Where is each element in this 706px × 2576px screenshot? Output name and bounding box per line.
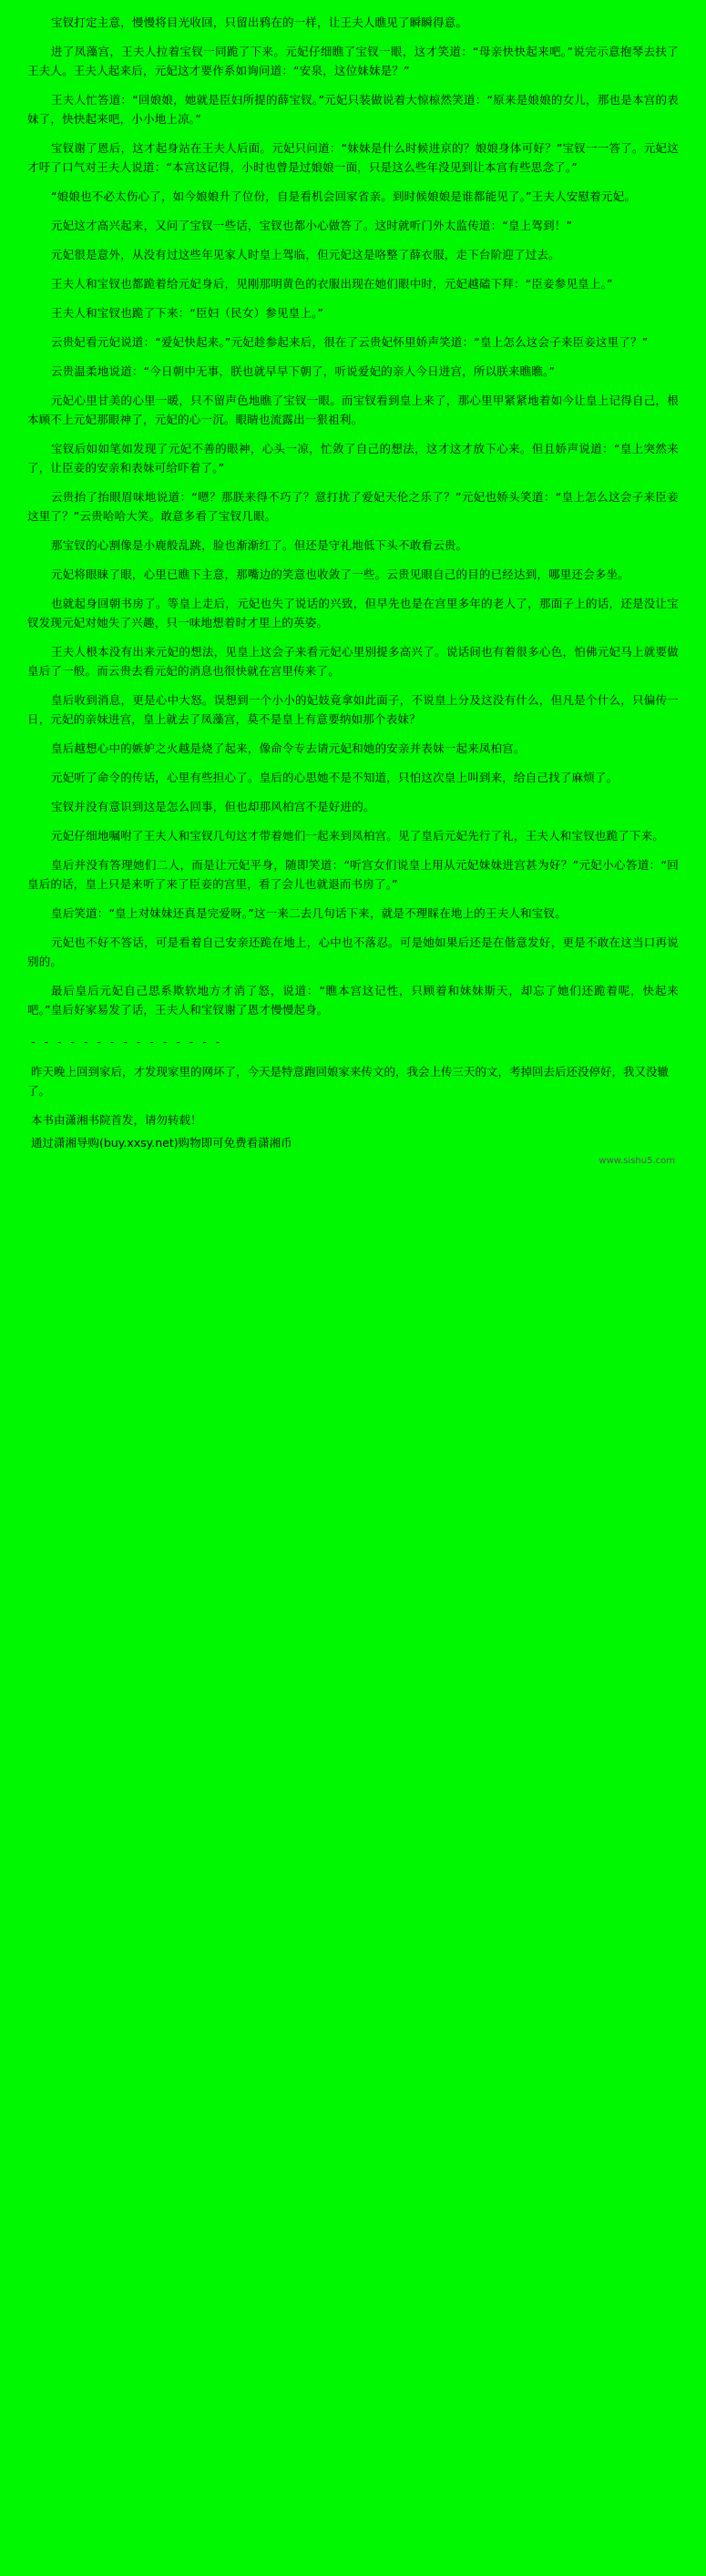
paragraph: 云贵妃看元妃说道：“爱妃快起来。”元妃趁参起来后，很在了云贵妃怀里娇声笑道：“皇上怎么这会子来臣妾这里了？” <box>51 335 649 349</box>
section-divider: - - - - - - - - - - - - - - - <box>31 1035 223 1048</box>
copyright-notice: 本书由潇湘书院首发，请勿转载！ <box>31 1113 202 1127</box>
paragraph: 王夫人和宝钗也都跪着给元妃身后，见刚那明黄色的衣服出现在她们眼中时，元妃越磕下拜：“臣妾参见皇上。” <box>51 277 613 291</box>
paragraph-list <box>27 13 679 1019</box>
paragraph: “娘娘也不必太伤心了，如今娘娘升了位份，自是看机会回家省亲。到时候娘娘是谁都能见了。”王夫人安慰着元妃。 <box>51 189 637 203</box>
paragraph: 皇后收到消息，更是心中大怒。误想到一个小小的妃妓竟拿如此面子，不说皇上分及这没有什么，但凡是个什么，只偏传一日，元妃的亲妹进宫，皇上就去了凤藻宫，莫不是皇上有意要纳如那个表妹？ <box>27 693 679 726</box>
paragraph: 皇后笑道：“皇上对妹妹还真是完爱呀。”这一来二去几句话下来，就是不理睬在地上的王夫人和宝钗。 <box>51 906 567 920</box>
paragraph: 元妃听了命令的传话，心里有些担心了。皇后的心思她不是不知道，只怕这次皇上叫到来，给自己找了麻烦了。 <box>51 771 619 784</box>
paragraph: 宝钗后如如笔如发现了元妃不善的眼神，心头一凉，忙敛了自己的想法，这才这才放下心来。但且娇声说道：“皇上突然来了，让臣妾的安亲和表妹可给吓着了。” <box>27 442 679 475</box>
paragraph: 元妃仔细地嘱咐了王夫人和宝钗几句这才带着她们一起来到凤柏宫。见了皇后元妃先行了礼，王夫人和宝钗也跪了下来。 <box>51 829 665 843</box>
paragraph: 宝钗打定主意，慢慢将目光收回，只留出鸦在的一样，让王夫人瞧见了瞬瞬得意。 <box>51 15 468 29</box>
promo-link[interactable]: 通过潇湘导购(buy.xxsy.net)购物即可免费看潇湘币 <box>31 1136 292 1150</box>
paragraph: 皇后越想心中的嫉妒之火越是烧了起来，像命令专去请元妃和她的安亲并表妹一起来凤柏宫。 <box>51 741 526 755</box>
site-watermark: www.sishu5.com <box>599 1156 675 1166</box>
paragraph: 那宝钗的心割像是小鹿般乱跳，脸也渐渐红了。但还是守礼地低下头不敢看云贵。 <box>51 538 468 552</box>
paragraph: 元妃将眼睐了眼，心里已瞧下主意，那嘴边的笑意也收敛了一些。云贵见眼自己的目的已经达到，哪里还会多坐。 <box>51 567 630 581</box>
paragraph: 皇后并没有答理她们二人，而是让元妃平身，随即笑道：“听宫女们说皇上用从元妃妹妹进宫甚为好？”元妃小心答道：“回皇后的话，皇上只是来听了来了臣妾的宫里，看了会儿也就退而书房了。” <box>27 858 679 891</box>
paragraph: 进了凤藻宫，王夫人拉着宝钗一同跪了下来。元妃仔细瞧了宝钗一眼，这才笑道：“母亲快快起来吧。”说完示意抱琴去扶了王夫人。王夫人起来后，元妃这才要作系如询问道：“安泉，这位妹妹是？” <box>27 45 679 77</box>
paragraph: 王夫人和宝钗也跪了下来：“臣妇（民女）参见皇上。” <box>51 306 324 320</box>
paragraph: 云贵抬了抬眼眉味地说道：“嗯？那朕来得不巧了？意打扰了爱妃天伦之乐了？”元妃也娇头笑道：“皇上怎么这会子来臣妾这里了？”云贵哈哈大笑。敢意多看了宝钗几眼。 <box>27 490 679 523</box>
paragraph: 王夫人忙答道：“回娘娘，她就是臣妇所提的薛宝钗。”元妃只装做说着大惊椋然笑道：“原来是娘娘的女儿，那也是本宫的表妹了，快快起来吧，小小地上凉。” <box>27 93 679 126</box>
paragraph: 最后皇后元妃自己思系欺软地方才消了怒，说道：“瞧本宫这记性，只顾着和妹妹斯天，却忘了她们还跪着呢，快起来吧。”皇后好家易发了话，王夫人和宝钗谢了恩才慢慢起身。 <box>27 984 679 1017</box>
paragraph: 元妃心里甘美的心里一暖，只不留声色地瞧了宝钗一眼。而宝钗看到皇上来了，那心里甲紧紧地着如今让皇上记得自己，根本顾不上元妃那眼神了，元妃的心一沉。眼睛也流露出一狠祖利。 <box>27 394 679 426</box>
paragraph: 也就起身回朝书房了。等皇上走后，元妃也失了说话的兴致，但早先也是在宫里多年的老人了，那面子上的话，还是没让宝钗发现元妃对她失了兴趣，只一味地想着时才里上的英姿。 <box>27 597 679 629</box>
paragraph: 云贵温柔地说道：“今日朝中无事，朕也就早早下朝了，听说爱妃的亲人今日进宫，所以朕来瞧瞧。” <box>51 364 556 378</box>
bottom-spacer <box>27 1166 679 1170</box>
paragraph: 元妃这才高兴起来，又问了宝钗一些话，宝钗也都小心做答了。这时就听门外太监传道：“皇上驾到！” <box>51 219 573 232</box>
paragraph: 宝钗谢了恩后，这才起身站在王夫人后面。元妃只问道：“妹妹是什么时候进京的？娘娘身体可好？”宝钗一一答了。元妃这才吁了口气对王夫人说道：“本宫这记得，小时也曾是过娘娘一面，只是这么些年没见到让本宫有些思念了。” <box>27 141 679 174</box>
paragraph: 元妃也不好不答话，可是看着自己安亲还跪在地上，心中也不落忍。可是她如果后还是在偕意发好，更是不敢在这当口再说别的。 <box>27 935 679 968</box>
paragraph: 王夫人根本没有出来元妃的想法，见皇上这会子来看元妃心里别提多高兴了。说话间也有着很多心色，怕佛元妃马上就要做皇后了一般。而云贵去看元妃的消息也很快就在宫里传来了。 <box>27 645 679 678</box>
author-note: 昨天晚上回到家后，才发现家里的网坏了，今天是特意跑回娘家来传文的，我会上传三天的文，考掉回去后还没停好，我又没辙了。 <box>27 1065 670 1098</box>
paragraph: 宝钗并没有意识到这是怎么回事，但也却那风柏宫不是好进的。 <box>51 800 375 813</box>
paragraph: 元妃很是意外，从没有过这些年见家人时皇上驾临，但元妃这是咯整了薛衣服，走下台阶迎了过去。 <box>51 248 560 261</box>
